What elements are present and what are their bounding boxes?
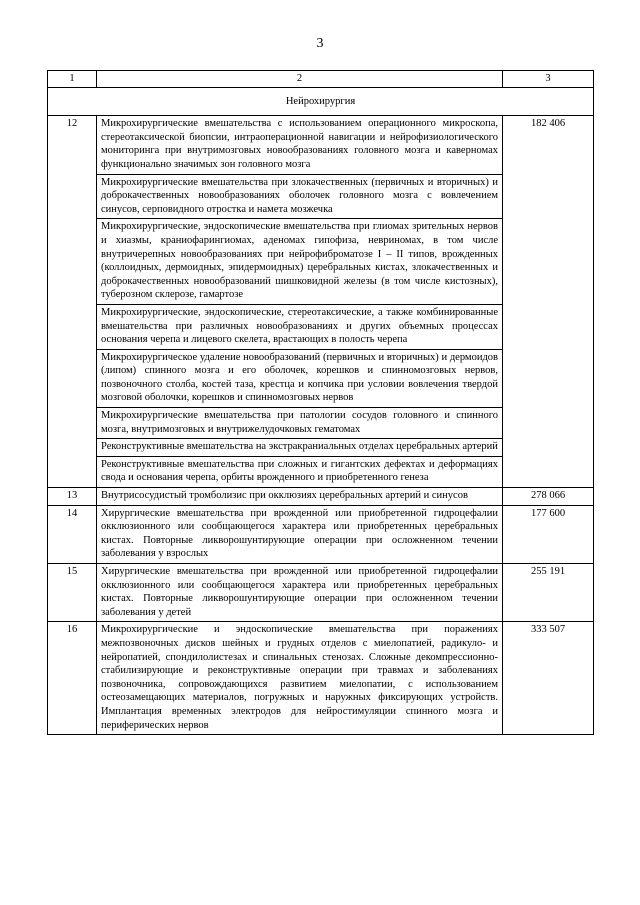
procedure-description: Микрохирургические вмешательства с использованием операционного микроскопа, стереотаксической биопсии, интраоперационной навигации и нейрофизиологического мониторинга при внутримозговых новообразованиях головного мозга и каверномах функционально значимых зон головного мозга: [97, 116, 503, 174]
row-number: 15: [48, 564, 97, 622]
section-title: Нейрохирургия: [48, 87, 594, 116]
procedure-description: Микрохирургические вмешательства при злокачественных (первичных и вторичных) и доброкачественных новообразованиях оболочек головного мозга с вовлечением синусов, серповидного отростка и намета мозжечка: [97, 174, 503, 219]
cost-value: 278 066: [503, 488, 594, 506]
procedure-description: Внутрисосудистый тромболизис при окклюзиях церебральных артерий и синусов: [97, 488, 503, 506]
procedure-description: Микрохирургические вмешательства при патологии сосудов головного и спинного мозга, внутримозговых и внутрижелудочковых гематомах: [97, 408, 503, 439]
cost-value: 177 600: [503, 505, 594, 563]
table-row: [48, 622, 594, 735]
row-number: 12: [48, 116, 97, 488]
table-row: [48, 564, 594, 622]
procedure-description: Хирургические вмешательства при врожденной или приобретенной гидроцефалии окклюзионного или сообщающегося характера или приобретенных церебральных кистах. Повторные ликворошунтирующие операции при осложненном течении заболевания у детей: [97, 564, 503, 622]
column-header: 1: [48, 71, 97, 88]
page-number: 3: [316, 36, 324, 51]
procedure-description: Микрохирургическое удаление новообразований (первичных и вторичных) и дермоидов (липом) спинного мозга и его оболочек, корешков и спинномозговых нервов, позвоночного столба, костей таза, крестца и копчика при условии вовлечения твердой мозговой оболочки, корешков и спинномозговых нервов: [97, 349, 503, 407]
procedure-description: Хирургические вмешательства при врожденной или приобретенной гидроцефалии окклюзионного или сообщающегося характера или приобретенных церебральных кистах. Повторные ликворошунтирующие операции при осложненном течении заболевания у взрослых: [97, 505, 503, 563]
procedure-description: Микрохирургические, эндоскопические, стереотаксические, а также комбинированные вмешательства при различных новообразованиях и других объемных процессах основания черепа и лицевого скелета, врастающих в полость черепа: [97, 304, 503, 349]
section-row: [48, 87, 594, 116]
table-row: [48, 505, 594, 563]
cost-value: 182 406: [503, 116, 594, 488]
procedure-description: Реконструктивные вмешательства на экстракраниальных отделах церебральных артерий: [97, 439, 503, 457]
procedures-table: [47, 70, 594, 735]
procedure-description: Микрохирургические, эндоскопические вмешательства при глиомах зрительных нервов и хиазмы, краниофарингиомах, аденомах гипофиза, невриномах, в том числе внутричерепных новообразованиях при нейрофиброматозе I – II типов, врожденных (коллоидных, дермоидных, эпидермоидных) церебральных кистах, злокачественных и доброкачественных новообразований шишковидной железы (в том числе кистозных), туберозном склерозе, гамартозе: [97, 219, 503, 305]
row-number: 14: [48, 505, 97, 563]
table-row: [48, 116, 594, 174]
cost-value: 333 507: [503, 622, 594, 735]
procedure-description: Микрохирургические и эндоскопические вмешательства при поражениях межпозвоночных дисков шейных и грудных отделов с миелопатией, радикуло- и нейропатией, спондилолистезах и спинальных стенозах. Сложные декомпрессионно-стабилизирующие и реконструктивные операции при травмах и заболеваниях позвоночника, сопровождающихся развитием миелопатии, с использованием остеозамещающих материалов, погружных и наружных фиксирующих устройств. Имплантация временных электродов для нейростимуляции спинного мозга и периферических нервов: [97, 622, 503, 735]
column-header: 2: [97, 71, 503, 88]
table-header-row: [48, 71, 594, 88]
cost-value: 255 191: [503, 564, 594, 622]
row-number: 16: [48, 622, 97, 735]
procedure-description: Реконструктивные вмешательства при сложных и гигантских дефектах и деформациях свода и основания черепа, орбиты врожденного и приобретенного генеза: [97, 456, 503, 487]
row-number: 13: [48, 488, 97, 506]
column-header: 3: [503, 71, 594, 88]
table-row: [48, 488, 594, 506]
